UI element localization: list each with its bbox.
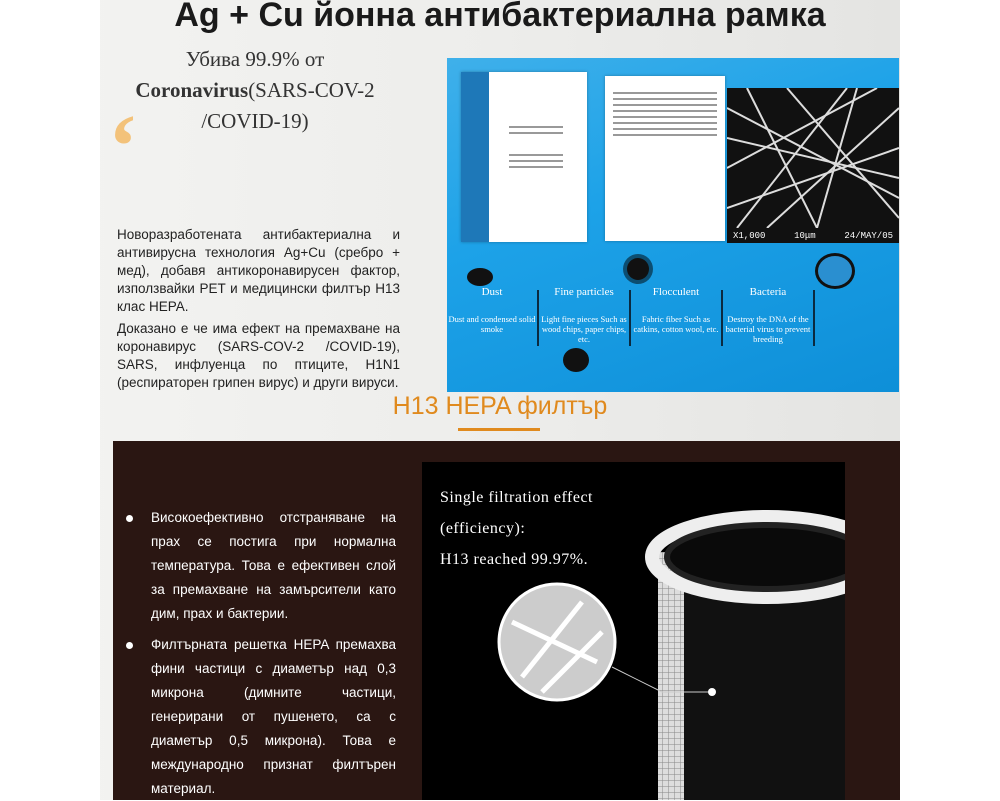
test-report-image [447,58,899,392]
right-margin [900,0,1000,800]
particle-col: Flocculent Fabric fiber Such as catkins, cotton wool, etc. [631,290,723,346]
filter-image [422,462,845,800]
date-label: 24/MAY/05 [844,231,893,241]
dust-icon [467,268,493,286]
claim-line: Coronavirus(SARS-COV-2 [135,78,375,102]
bullet-icon [126,515,133,522]
bacteria-icon [815,253,855,289]
particle-columns [447,286,899,346]
claim-line: Убива 99.9% от [185,47,325,71]
particle-col: Fine particles Light fine pieces Such as wood chips, paper chips, etc. [539,290,631,346]
virus-claim [120,44,390,137]
scale-label: 10μm [794,231,816,241]
claim-line: /COVID-19) [201,109,309,133]
report-page [605,76,725,241]
magnification-label: X1,000 [733,231,766,241]
hepa-heading: H13 HEPA филтър [392,392,608,420]
filter-cylinder-icon [422,462,845,800]
proof-paragraph: Доказано е че има ефект на премахване на коронавирус (SARS-COV-2 /COVID-19), SARS, инфлуенца по птиците, H1N1 (респираторен грипен вирус) и други вируси. [117,321,400,390]
microscope-fiber-image [727,88,899,243]
bullet-item: Високоефективно отстраняване на прах се постига при нормална температура. Това е ефективен слой за премахване на замърсители като дим, прах и бактерии. [131,506,396,626]
quote-mark-icon: ‘ [108,97,138,196]
intro-paragraph: Новоразработената антибактериална и антивирусна технология Ag+Cu (сребро + мед), добавя антикоронавирусен фактор, използвайки PET и медицински филтър H13 клас HEPA. [117,227,400,314]
particle-cluster-icon [563,348,589,372]
particle-col: Dust Dust and condensed solid smoke [447,290,539,346]
heading-underline [458,428,540,431]
bullet-item: Филтърната решетка HEPA премахва фини частици с диаметър над 0,3 микрона (димните частици, генерирани от пушенето, са с диаметър 0,5 микрона). Това е международно признат филтърен материал. [131,633,396,801]
page-title: Ag + Cu йонна антибактериална рамка [174,0,826,34]
left-margin [0,0,100,800]
particle-col: Bacteria Destroy the DNA of the bacterial virus to prevent breeding [723,290,815,346]
bullet-icon [126,642,133,649]
virus-icon [627,258,649,280]
efficiency-text: Single filtration effect (efficiency): H13 reached 99.97%. [440,489,593,568]
report-cover [461,72,587,242]
